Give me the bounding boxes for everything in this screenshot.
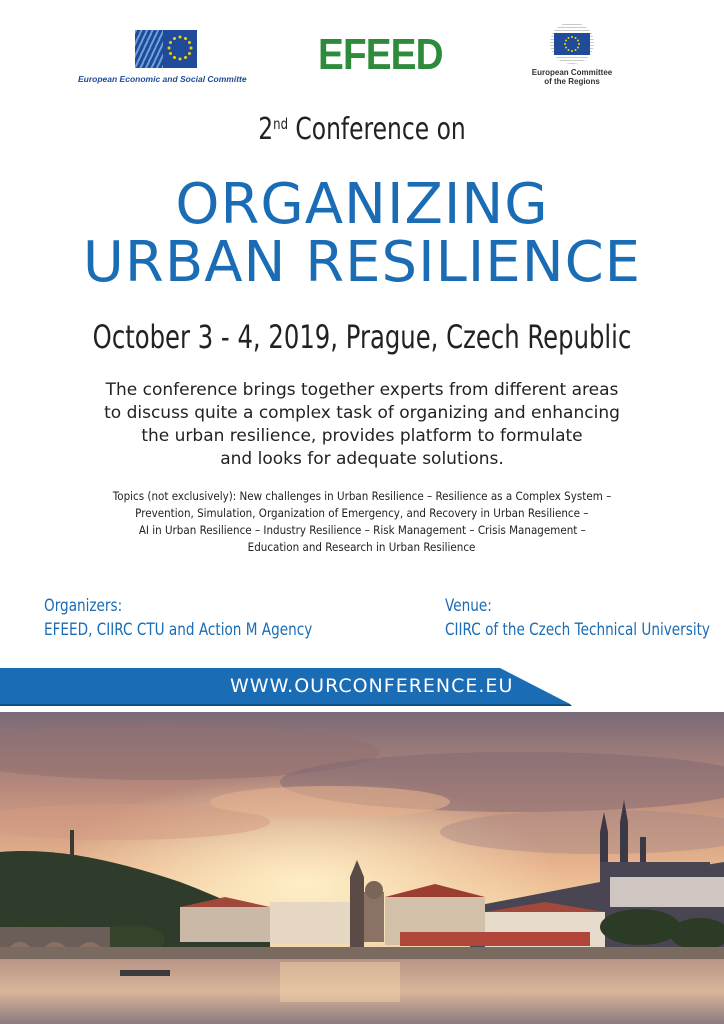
page-title-line2: URBAN RESILIENCE	[82, 230, 642, 295]
prague-sunset-photo	[0, 712, 724, 1024]
eesc-name: European Economic and Social Committe	[78, 74, 247, 84]
venue-label: Venue:	[445, 596, 492, 616]
cor-emblem-icon	[542, 22, 602, 64]
organizers-block	[44, 594, 379, 642]
organizers-label: Organizers:	[44, 596, 123, 616]
conference-heading: 2nd Conference on	[258, 112, 466, 147]
cor-name: European Committee of the Regions	[531, 68, 613, 86]
venue-value: CIIRC of the Czech Technical University	[445, 620, 710, 640]
organizers-value: EFEED, CIIRC CTU and Action M Agency	[44, 620, 313, 640]
eu-flag-icon	[135, 30, 197, 68]
topics-list: Topics (not exclusively): New challenges in Urban Resilience – Resilience as a Complex System – Prevention, Simulation, Organization of Emergency, and Recovery in Urban Resilience – AI in Urban Resilience – Industry Resilience – Risk Management – Crisis Management – Education and Research in Urban Resilience	[112, 489, 612, 554]
eesc-logo	[78, 30, 253, 84]
intro-paragraph: The conference brings together experts from different areas to discuss quite a complex task of organizing and enhancing the urban resilience, provides platform to formulate and looks for adequate solutions.	[104, 380, 620, 469]
event-dates: October 3 - 4, 2019, Prague, Czech Republic	[92, 318, 632, 356]
page-title-line1: ORGANIZING	[175, 172, 549, 237]
efeed-logo: EFEED	[318, 30, 443, 79]
website-link[interactable]: WWW.OURCONFERENCE.EU	[230, 675, 514, 697]
cor-logo	[527, 22, 617, 86]
venue-block	[445, 594, 724, 642]
